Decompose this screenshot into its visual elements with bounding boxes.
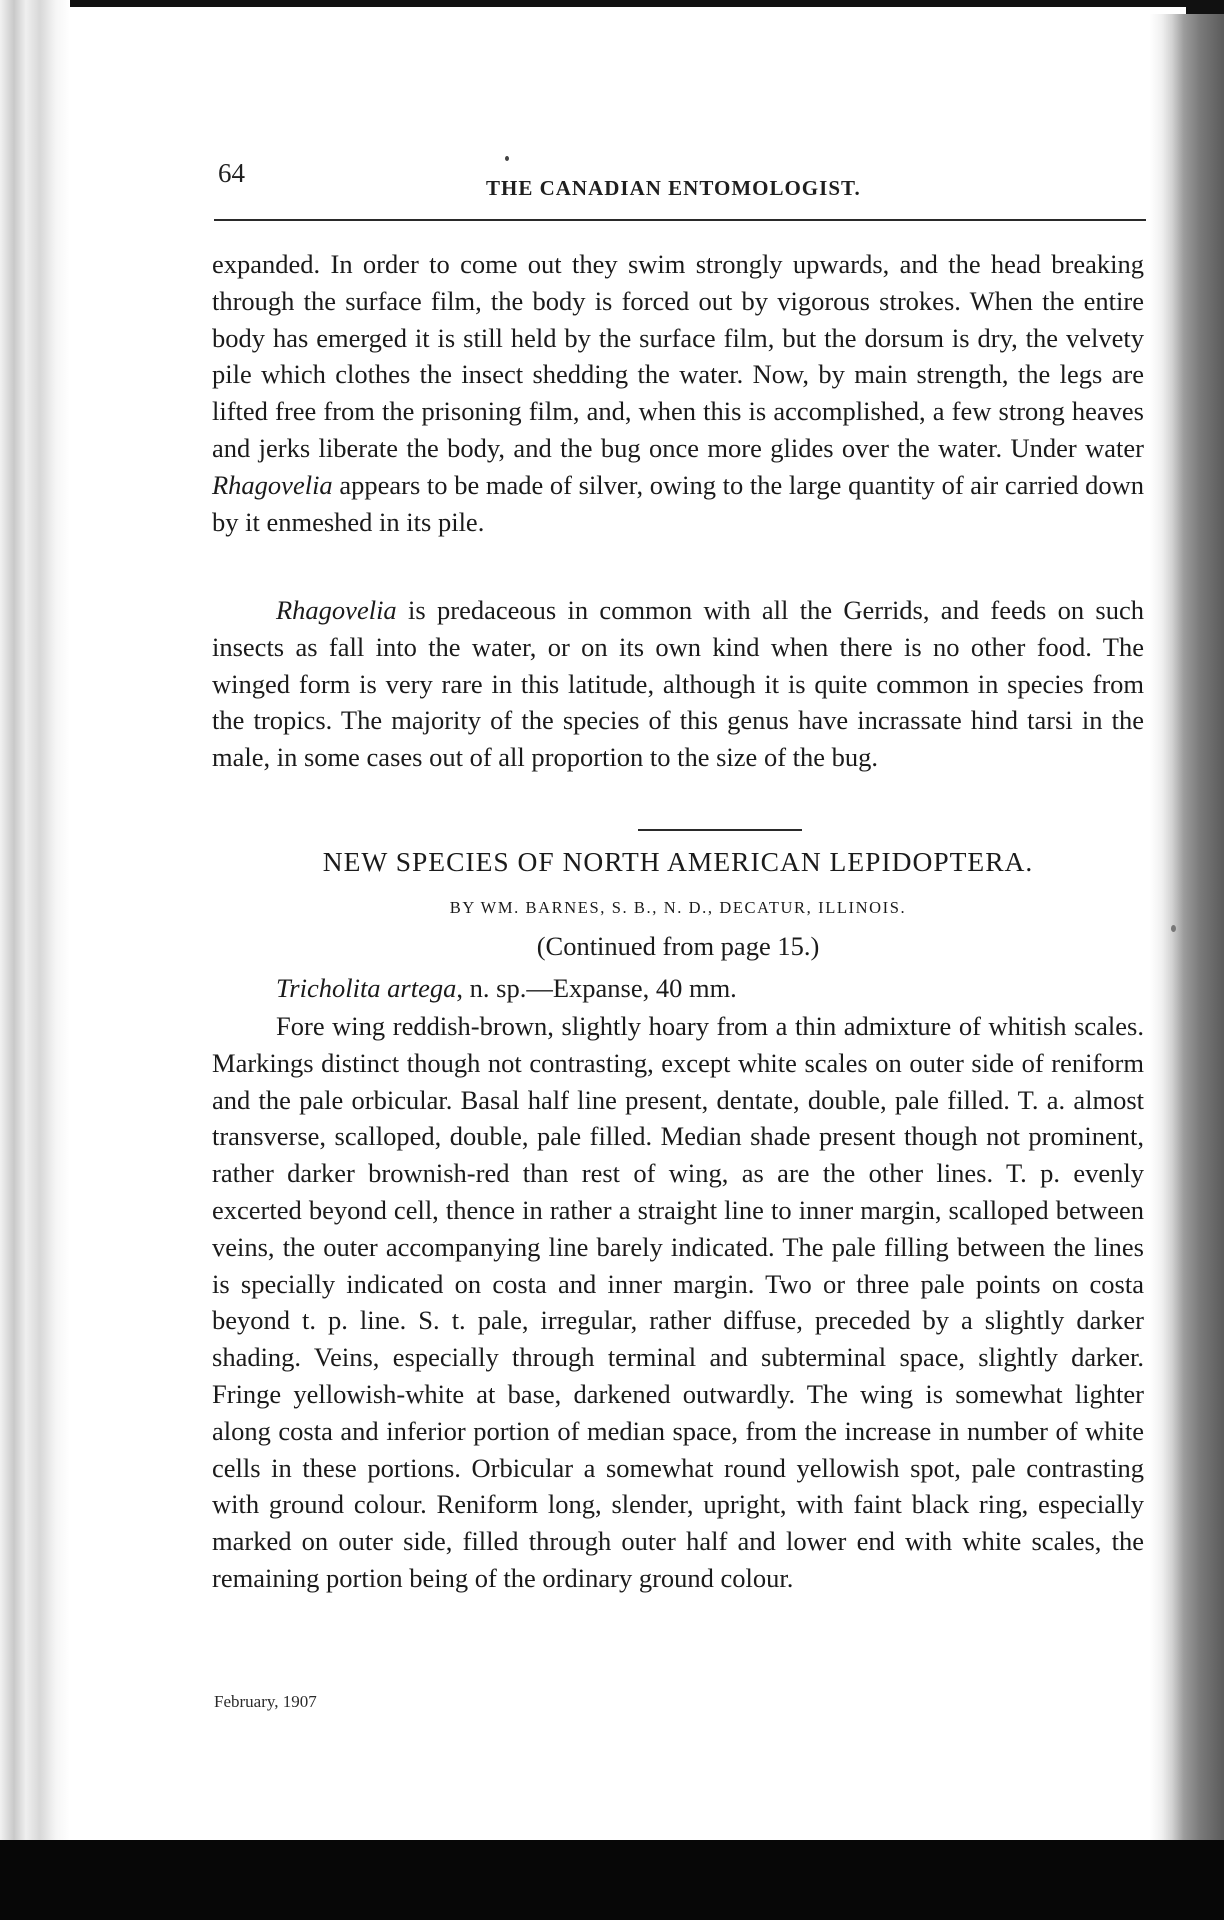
paragraph-text: appears to be made of silver, owing to the large quantity of air carried down by it enmeshed in its pile. — [212, 469, 1144, 537]
genus-name: Rhagovelia — [276, 595, 397, 625]
genus-name: Rhagovelia — [212, 469, 333, 500]
species-heading — [212, 970, 1144, 1007]
running-head: THE CANADIAN ENTOMOLOGIST. — [486, 176, 861, 200]
species-description: Fore wing reddish-brown, slightly hoary from a thin admixture of whitish scales. Markings distinct though not contrasting, except white scales on outer side of reniform and the pale orbicular. Basal half line present, dentate, double, pale filled. T. a. almost transverse, scalloped, double, pale filled. Median shade present though not prominent, rather darker brownish-red than rest of wing, as are the other lines. T. p. evenly excerted beyond cell, thence in rather a straight line to inner margin, scalloped between veins, the outer accompanying line barely indicated. The pale filling between the lines is specially indicated on costa and inner margin. Two or three pale points on costa beyond t. p. line. S. t. pale, irregular, rather diffuse, preceded by a slightly darker shading. Veins, especially through terminal and subterminal space, slightly darker. Fringe yellowish-white at base, darkened outwardly. The wing is somewhat lighter along costa and inferior portion of median space, from the increase in number of white cells in these portions. Orbicular a somewhat round yellowish spot, pale contrasting with ground colour. Reniform long, slender, upright, with faint black ring, especially marked on outer side, filled through outer half and lower end with white scales, the remaining portion being of the ordinary ground colour. — [212, 1011, 1144, 1593]
footer-date: February, 1907 — [214, 1692, 317, 1711]
ink-speck — [505, 156, 509, 161]
paragraph-text: expanded. In order to come out they swim strongly upwards, and the head breaking through the surface film, the body is forced out by vigorous strokes. When the entire body has emerged it is still held by the surface film, but the dorsum is dry, the velvety pile which clothes the insect shedding the water. Now, by main strength, the legs are lifted free from the prisoning film, and, when this is accomplished, a few strong heaves and jerks liberate the body, and the bug once more glides over the water. Under water — [212, 249, 1144, 463]
section-divider — [638, 829, 802, 831]
paragraph-text: is predaceous in common with all the Gerrids, and feeds on such insects as fall into the water, or on its own kind when there is no other food. The winged form is very rare in this latitude, although it is quite common in species from the tropics. The majority of the species of this genus have incrassate hind tarsi in the male, in some cases out of all proportion to the size of the bug. — [212, 595, 1144, 773]
article-title: NEW SPECIES OF NORTH AMERICAN LEPIDOPTERA. — [322, 846, 1034, 877]
scan-bottom-border — [0, 1840, 1224, 1920]
page-number: 64 — [218, 158, 245, 188]
article-byline: BY WM. BARNES, S. B., N. D., DECATUR, ILLINOIS. — [449, 898, 907, 917]
body-paragraph-1 — [212, 246, 1144, 540]
scan-top-border — [0, 0, 1224, 14]
page-right-edge — [1150, 14, 1224, 1840]
body-paragraph-2 — [212, 592, 1144, 776]
ink-speck — [1171, 925, 1176, 932]
header-rule — [214, 219, 1146, 221]
species-details: , n. sp.—Expanse, 40 mm. — [456, 973, 737, 1003]
page-left-edge — [0, 0, 70, 1840]
species-name: Tricholita artega — [276, 973, 457, 1003]
continued-note: (Continued from page 15.) — [536, 931, 820, 961]
